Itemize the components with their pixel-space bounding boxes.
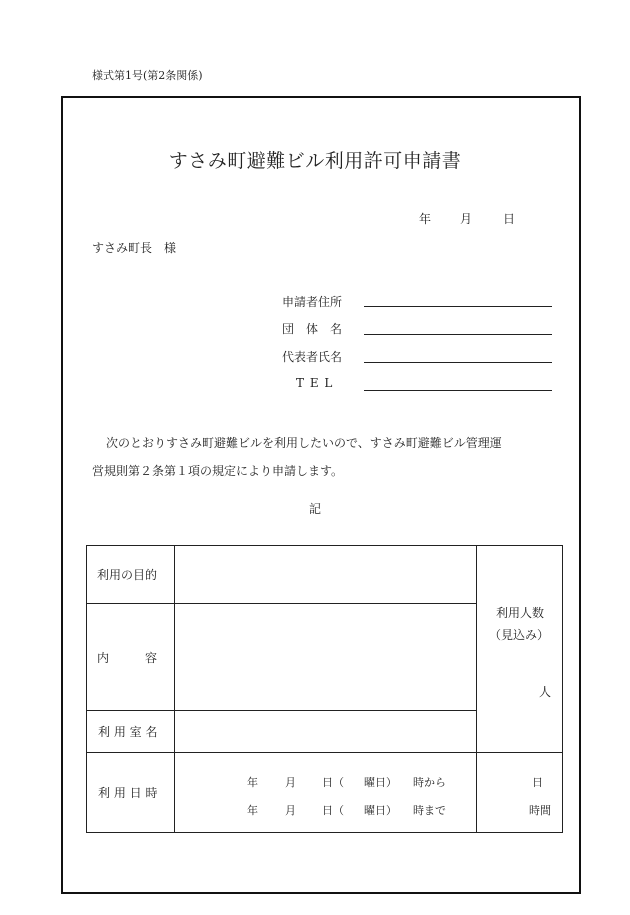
form-number: 様式第1号(第2条関係) [92, 69, 203, 82]
tel-field[interactable] [364, 390, 552, 391]
representative-name-label: 代表者氏名 [282, 350, 343, 364]
usage-table [86, 545, 563, 833]
purpose-input-cell[interactable] [175, 546, 477, 604]
row1-weekday: 曜日） [364, 776, 397, 789]
people-label-2: （見込み） [489, 628, 550, 642]
people-count-cell[interactable] [477, 546, 563, 753]
date-year-label: 年 [419, 212, 432, 226]
row1-time: 時から [413, 776, 446, 789]
applicant-address-field[interactable] [364, 306, 552, 307]
content-label: 内 容 [97, 650, 158, 665]
room-label: 利 用 室 名 [98, 725, 158, 739]
content-label-cell [87, 604, 175, 711]
room-input-cell[interactable] [175, 711, 477, 753]
body-line-1: 次のとおりすさみ町避難ビルを利用したいので、すさみ町避難ビル管理運 [106, 436, 502, 450]
purpose-label-cell [87, 546, 175, 604]
ki-heading: 記 [308, 502, 321, 516]
people-unit: 人 [539, 685, 552, 699]
row1-day: 日（ [322, 776, 344, 789]
datetime-label: 利 用 日 時 [98, 786, 158, 800]
representative-name-field[interactable] [364, 362, 552, 363]
group-name-label: 団 体 名 [282, 322, 343, 336]
room-label-cell [87, 711, 175, 753]
row2-time: 時まで [413, 804, 446, 817]
row2-day: 日（ [322, 804, 344, 817]
days-unit: 日 [532, 776, 543, 789]
hours-unit: 時間 [529, 804, 551, 817]
row2-month: 月 [285, 804, 296, 817]
tel-label: T E L [296, 376, 334, 390]
row2-year: 年 [247, 804, 258, 817]
date-month-label: 月 [460, 212, 473, 226]
content-input-cell[interactable] [175, 604, 477, 711]
date-day-label: 日 [503, 212, 516, 226]
datetime-label-cell [87, 753, 175, 833]
group-name-field[interactable] [364, 334, 552, 335]
row2-weekday: 曜日） [364, 804, 397, 817]
row1-month: 月 [285, 776, 296, 789]
row1-year: 年 [247, 776, 258, 789]
form-title: すさみ町避難ビル利用許可申請書 [168, 150, 462, 172]
body-line-2: 営規則第２条第１項の規定により申請します。 [92, 464, 344, 478]
people-label-1: 利用人数 [496, 606, 545, 620]
applicant-address-label: 申請者住所 [282, 295, 343, 309]
datetime-input-cell[interactable] [175, 753, 477, 833]
duration-cell[interactable] [477, 753, 563, 833]
addressee: すさみ町長 様 [92, 241, 177, 255]
purpose-label: 利用の目的 [97, 568, 158, 582]
